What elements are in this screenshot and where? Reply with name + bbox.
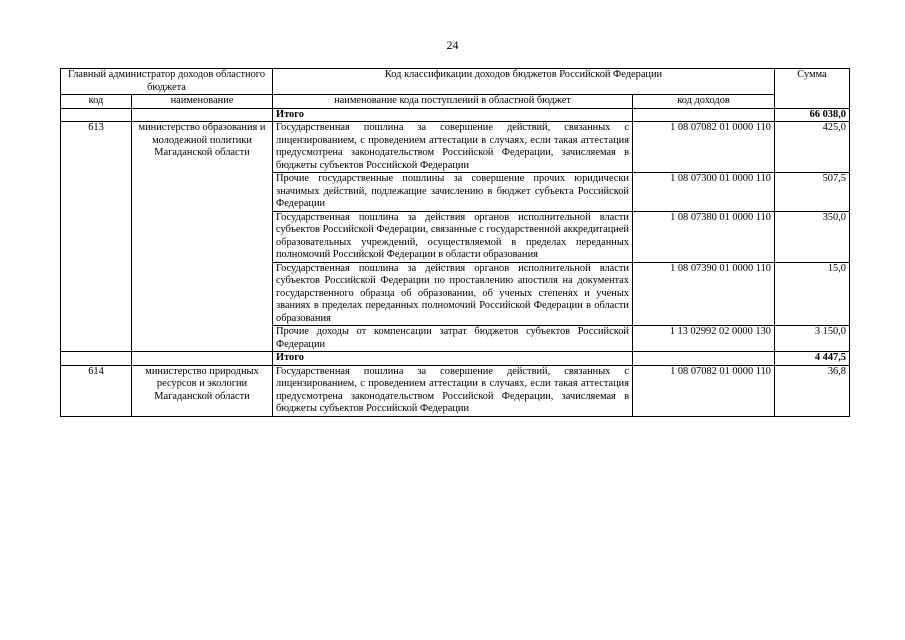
income-name: Прочие государственные пошлины за совершение прочих юридически значимых действий, подлежащие зачислению в бюджет субъекта Российской Федерации (273, 173, 633, 212)
admin-code: 614 (61, 365, 132, 416)
income-code: 1 08 07380 01 0000 110 (633, 211, 775, 262)
table-header-row (61, 69, 850, 95)
total-sum: 4 447,5 (775, 352, 850, 366)
income-code: 1 08 07082 01 0000 110 (633, 365, 775, 416)
admin-name: министерство природных ресурсов и экологии Магаданской области (132, 365, 273, 416)
header-code: код (61, 95, 132, 109)
admin-code: 613 (61, 122, 132, 352)
total-label: Итого (273, 352, 633, 366)
income-name: Государственная пошлина за совершение действий, связанных с лицензированием, с проведением аттестации в случаях, если такая аттестация предусмотрена законодательством Российской Федерации, зачисляемая в бюджеты субъектов Российской Федерации (273, 365, 633, 416)
income-code: 1 08 07390 01 0000 110 (633, 262, 775, 326)
admin-name: министерство образования и молодежной политики Магаданской области (132, 122, 273, 352)
table-row (61, 122, 850, 173)
header-income-code: код доходов (633, 95, 775, 109)
income-sum: 425,0 (775, 122, 850, 173)
income-sum: 350,0 (775, 211, 850, 262)
income-name: Государственная пошлина за действия органов исполнительной власти субъектов Российской Федерации по проставлению апостиля на документах государственного образца об образовании, об ученых степенях и ученых званиях в пределах переданных полномочий Российской Федерации в области образования (273, 262, 633, 326)
income-name: Государственная пошлина за совершение действий, связанных с лицензированием, с проведением аттестации в случаях, если такая аттестация предусмотрена законодательством Российской Федерации, зачисляемая в бюджеты субъектов Российской Федерации (273, 122, 633, 173)
header-classification-group: Код классификации доходов бюджетов Российской Федерации (273, 69, 775, 95)
page-number: 24 (446, 38, 459, 52)
income-sum: 36,8 (775, 365, 850, 416)
income-sum: 15,0 (775, 262, 850, 326)
income-name: Государственная пошлина за действия органов исполнительной власти субъектов Российской Федерации, связанные с государственной аккредитацией образовательных учреждений, осуществляемой в пределах переданных полномочий Российской Федерации в области образования (273, 211, 633, 262)
header-sum: Сумма (775, 69, 850, 109)
income-code: 1 08 07082 01 0000 110 (633, 122, 775, 173)
total-label: Итого (273, 108, 633, 122)
income-name: Прочие доходы от компенсации затрат бюджетов субъектов Российской Федерации (273, 326, 633, 352)
income-code: 1 13 02992 02 0000 130 (633, 326, 775, 352)
budget-revenue-table (60, 68, 850, 417)
income-sum: 507,5 (775, 173, 850, 212)
header-income-name: наименование кода поступлений в областной бюджет (273, 95, 633, 109)
header-admin-group: Главный администратор доходов областного бюджета (61, 69, 273, 95)
table-row-total (61, 108, 850, 122)
header-name: наименование (132, 95, 273, 109)
table-row (61, 365, 850, 416)
total-sum: 66 038,0 (775, 108, 850, 122)
income-sum: 3 150,0 (775, 326, 850, 352)
table-row-total (61, 352, 850, 366)
table-subheader-row (61, 95, 850, 109)
income-code: 1 08 07300 01 0000 110 (633, 173, 775, 212)
